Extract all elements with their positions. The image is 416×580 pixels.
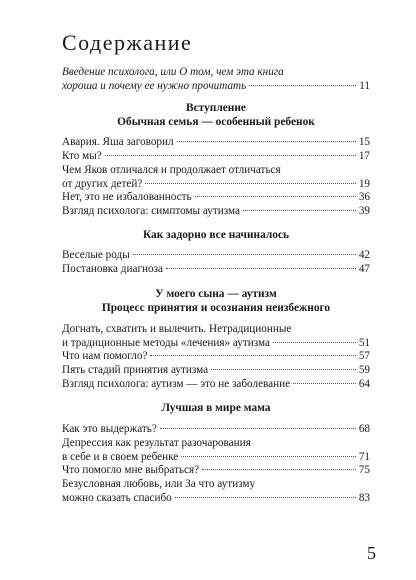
section-heading-line: Процесс принятия и осознания неизбежного xyxy=(101,302,331,314)
toc-entry[interactable] xyxy=(62,136,370,150)
toc-entry-text: Догнать, схватить и вылечить. Нетрадиционные xyxy=(62,323,292,335)
toc-page-number: 59 xyxy=(358,364,370,376)
toc-entry-text: Депрессия как результат разочарования xyxy=(62,437,251,449)
toc-entry-text: хороша и почему ее нужно прочитать xyxy=(62,79,247,92)
toc-entry-text: и традиционные методы «лечения» аутизма xyxy=(62,336,270,349)
toc-entry[interactable] xyxy=(62,364,370,378)
toc-entry-text: можно сказать спасибо xyxy=(62,491,172,504)
toc-entry[interactable] xyxy=(62,478,370,505)
toc-entry-text: Веселые роды xyxy=(62,249,130,261)
dot-leader xyxy=(177,141,356,142)
section-heading-line: Обычная семья — особенный ребенок xyxy=(117,116,315,128)
dot-leader xyxy=(293,383,356,384)
toc-entry-intro[interactable] xyxy=(62,66,370,93)
toc-entry-text: Взгляд психолога: аутизм — это не заболевание xyxy=(62,378,291,390)
dot-leader xyxy=(249,85,356,86)
dot-leader xyxy=(166,268,356,269)
toc-page-number: 11 xyxy=(359,79,370,92)
toc-entry[interactable] xyxy=(62,150,370,164)
toc-entry-text: Авария. Яша заговорил xyxy=(62,136,174,148)
toc-entry-text: Безусловная любовь, или За что аутизму xyxy=(62,478,256,490)
section-heading-line: Лучшая в мире мама xyxy=(161,402,271,414)
toc-entry[interactable] xyxy=(62,464,370,478)
toc-page-number: 57 xyxy=(358,350,370,362)
toc-entry[interactable] xyxy=(62,164,370,191)
dot-leader xyxy=(175,497,356,498)
dot-leader xyxy=(273,342,356,343)
toc-entry[interactable] xyxy=(62,423,370,437)
dot-leader xyxy=(211,369,356,370)
toc-page-number: 19 xyxy=(358,177,370,190)
dot-leader xyxy=(243,210,356,211)
toc-page-number: 17 xyxy=(358,150,370,162)
toc-page-number: 64 xyxy=(358,378,370,390)
toc-entry-text: Пять стадий принятия аутизма xyxy=(62,364,209,376)
toc-entry[interactable] xyxy=(62,205,370,219)
toc-entry-text: Взгляд психолога: симптомы аутизма xyxy=(62,205,240,217)
toc-entry-text: Что нам помогло? xyxy=(62,350,148,362)
dot-leader xyxy=(150,355,355,356)
dot-leader xyxy=(145,183,356,184)
toc-page-number: 51 xyxy=(358,336,370,349)
toc-entry-text: Как это выдержать? xyxy=(62,423,157,435)
dot-leader xyxy=(202,469,356,470)
toc-page-number: 83 xyxy=(358,491,370,504)
toc-entry[interactable] xyxy=(62,323,370,350)
section-heading xyxy=(62,101,370,129)
section-heading-line: Как задорно все начиналось xyxy=(142,229,290,241)
toc-entry[interactable] xyxy=(62,249,370,263)
toc-entry-text: Что помогло мне выбраться? xyxy=(62,464,200,476)
dot-leader xyxy=(181,456,356,457)
toc-page-number: 75 xyxy=(358,464,370,476)
toc-page-number: 39 xyxy=(358,205,370,217)
toc-page-number: 47 xyxy=(358,263,370,275)
toc-page-number: 42 xyxy=(358,249,370,261)
toc-entry-text: от других детей? xyxy=(62,177,143,190)
page-number: 5 xyxy=(367,543,376,563)
dot-leader xyxy=(160,428,356,429)
toc-page-number: 15 xyxy=(358,136,370,148)
section-heading xyxy=(62,401,370,415)
section-heading-line: Вступление xyxy=(186,102,246,114)
toc-entry[interactable] xyxy=(62,378,370,392)
toc-entry[interactable] xyxy=(62,437,370,464)
toc-page-number: 71 xyxy=(358,450,370,463)
toc-page-number: 36 xyxy=(358,191,370,203)
toc-page-number: 68 xyxy=(358,423,370,435)
toc-entry[interactable] xyxy=(62,350,370,364)
toc-entry-text: в себе и в своем ребенке xyxy=(62,450,179,463)
toc-entry-text: Кто мы? xyxy=(62,150,102,162)
toc-entry[interactable] xyxy=(62,191,370,205)
dot-leader xyxy=(105,155,356,156)
toc-entry[interactable] xyxy=(62,263,370,277)
toc-entry-text: Постановка диагноза xyxy=(62,263,163,275)
section-heading xyxy=(62,287,370,315)
dot-leader xyxy=(195,196,356,197)
toc-entry-text: Нет, это не избалованность xyxy=(62,191,192,203)
section-heading xyxy=(62,228,370,242)
dot-leader xyxy=(133,254,356,255)
toc-entry-text: Чем Яков отличался и продолжает отличаться xyxy=(62,164,281,176)
section-heading-line: У моего сына — аутизм xyxy=(155,288,277,300)
toc-entry-text: Введение психолога, или О том, чем эта книга xyxy=(62,66,284,78)
page-title: Содержание xyxy=(62,30,193,55)
